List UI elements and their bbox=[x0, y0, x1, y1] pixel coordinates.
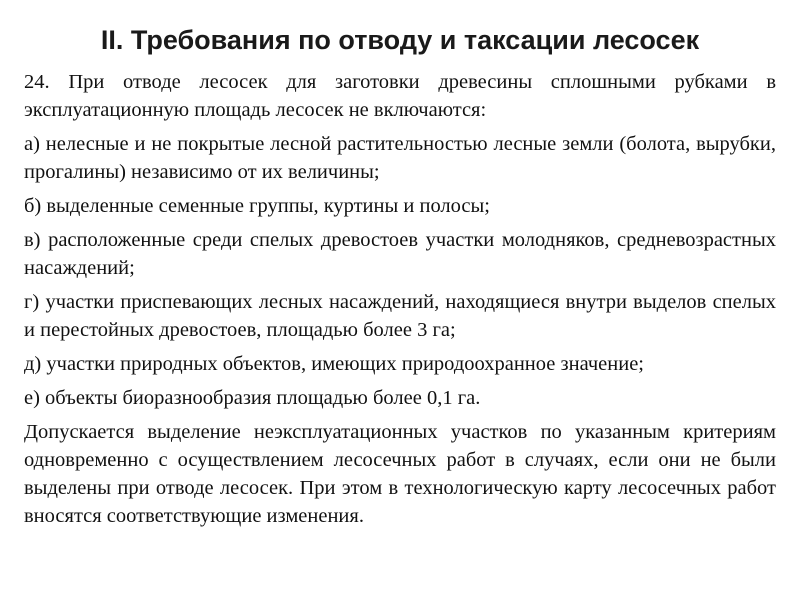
slide-body bbox=[24, 68, 776, 536]
list-item-a: а) нелесные и не покрытые лесной растительностью лесные земли (болота, вырубки, прогалины) независимо от их величины; bbox=[24, 133, 776, 183]
list-item-f: е) объекты биоразнообразия площадью более 0,1 га. bbox=[24, 387, 481, 409]
slide-title: II. Требования по отводу и таксации лесосек bbox=[100, 25, 700, 55]
list-item-b: б) выделенные семенные группы, куртины и полосы; bbox=[24, 195, 490, 217]
list-item-d: г) участки приспевающих лесных насаждений, находящиеся внутри выделов спелых и перестойных древостоев, площадью более 3 га; bbox=[24, 291, 776, 341]
list-item-e: д) участки природных объектов, имеющих природоохранное значение; bbox=[24, 353, 644, 375]
paragraph-closing: Допускается выделение неэксплуатационных участков по указанным критериям одновременно с осуществлением лесосечных работ в случаях, если они не были выделены при отводе лесосек. При этом в технологическую карту лесосечных работ вносятся соответствующие изменения. bbox=[24, 421, 776, 527]
list-item-c: в) расположенные среди спелых древостоев участки молодняков, средневозрастных насаждений; bbox=[24, 229, 776, 279]
paragraph-intro: 24. При отводе лесосек для заготовки древесины сплошными рубками в эксплуатационную площадь лесосек не включаются: bbox=[24, 71, 776, 121]
